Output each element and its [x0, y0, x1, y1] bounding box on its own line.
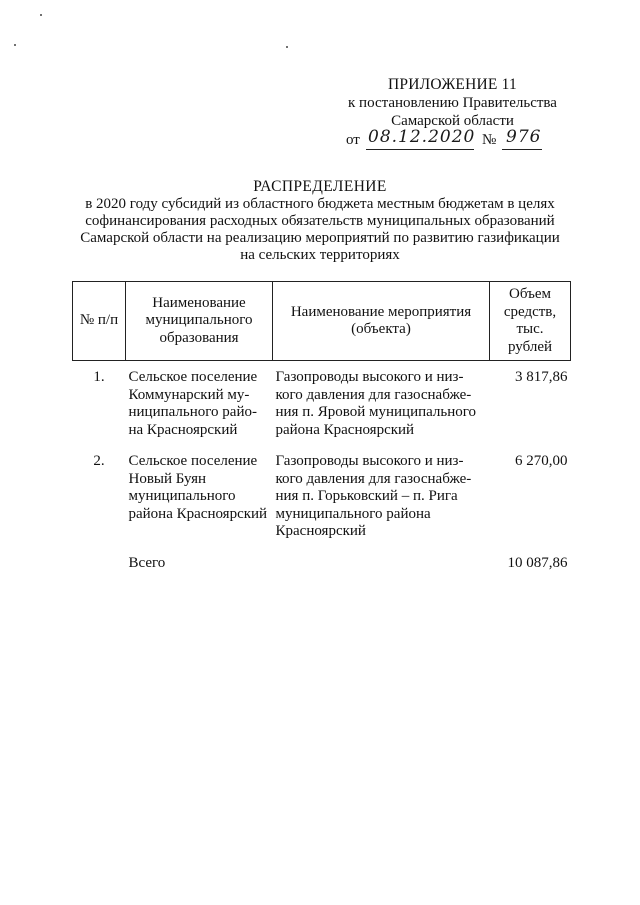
total-label: Всего: [128, 554, 166, 571]
number-sign: №: [482, 132, 497, 148]
total-amount: 10 087,86: [507, 554, 568, 571]
number-underline: [502, 149, 542, 150]
resolution-date-number: [346, 127, 566, 150]
header-amount: Объем средств, тыс. рублей: [490, 282, 571, 361]
document-heading: [60, 178, 580, 264]
date-underline: [366, 149, 474, 150]
resolution-date: 08.12.2020: [368, 127, 476, 147]
heading-line-1: в 2020 году субсидий из областного бюджета местным бюджетам в целях: [85, 196, 555, 212]
total-empty-cell: [73, 541, 126, 573]
header-num: № п/п: [73, 282, 126, 361]
table-header-row: [73, 282, 571, 361]
resolution-number: 976: [506, 127, 542, 147]
table-row: [73, 361, 571, 440]
row-municipality: Сельское поселение Коммунарский му-ниципального райо-на Красноярский: [128, 369, 258, 438]
row-num: 1.: [93, 369, 105, 385]
table-row: [73, 439, 571, 541]
row-municipality: Сельское поселение Новый Буян муниципального района Красноярский: [128, 453, 268, 522]
date-prefix: от: [346, 132, 360, 148]
row-event: Газопроводы высокого и низ-кого давления для газоснабже-ния п. Горьковский – п. Рига муниципального района Красноярский: [275, 453, 472, 539]
appendix-line-1: к постановлению Правительства: [348, 95, 557, 111]
heading-line-2: софинансирования расходных обязательств муниципальных образований: [85, 213, 555, 229]
distribution-table: [72, 281, 571, 572]
appendix-title: ПРИЛОЖЕНИЕ 11: [388, 76, 517, 93]
scan-speck: [286, 46, 288, 48]
appendix-line-2: Самарской области: [391, 113, 514, 129]
heading-line-3: Самарской области на реализацию мероприятий по развитию газификации: [80, 230, 560, 246]
heading-title: РАСПРЕДЕЛЕНИЕ: [253, 178, 387, 195]
scan-speck: [14, 44, 16, 46]
total-empty-cell: [273, 541, 490, 573]
header-municipality: Наименование муниципального образования: [126, 282, 273, 361]
header-event: Наименование мероприятия (объекта): [273, 282, 490, 361]
appendix-block: [330, 76, 575, 130]
heading-line-4: на сельских территориях: [240, 247, 400, 263]
row-num: 2.: [93, 453, 105, 469]
table-total-row: [73, 541, 571, 573]
row-amount: 6 270,00: [515, 453, 568, 469]
row-amount: 3 817,86: [515, 369, 568, 385]
row-event: Газопроводы высокого и низ-кого давления для газоснабже-ния п. Яровой муниципального района Красноярский: [275, 369, 477, 438]
scan-speck: [40, 14, 42, 16]
